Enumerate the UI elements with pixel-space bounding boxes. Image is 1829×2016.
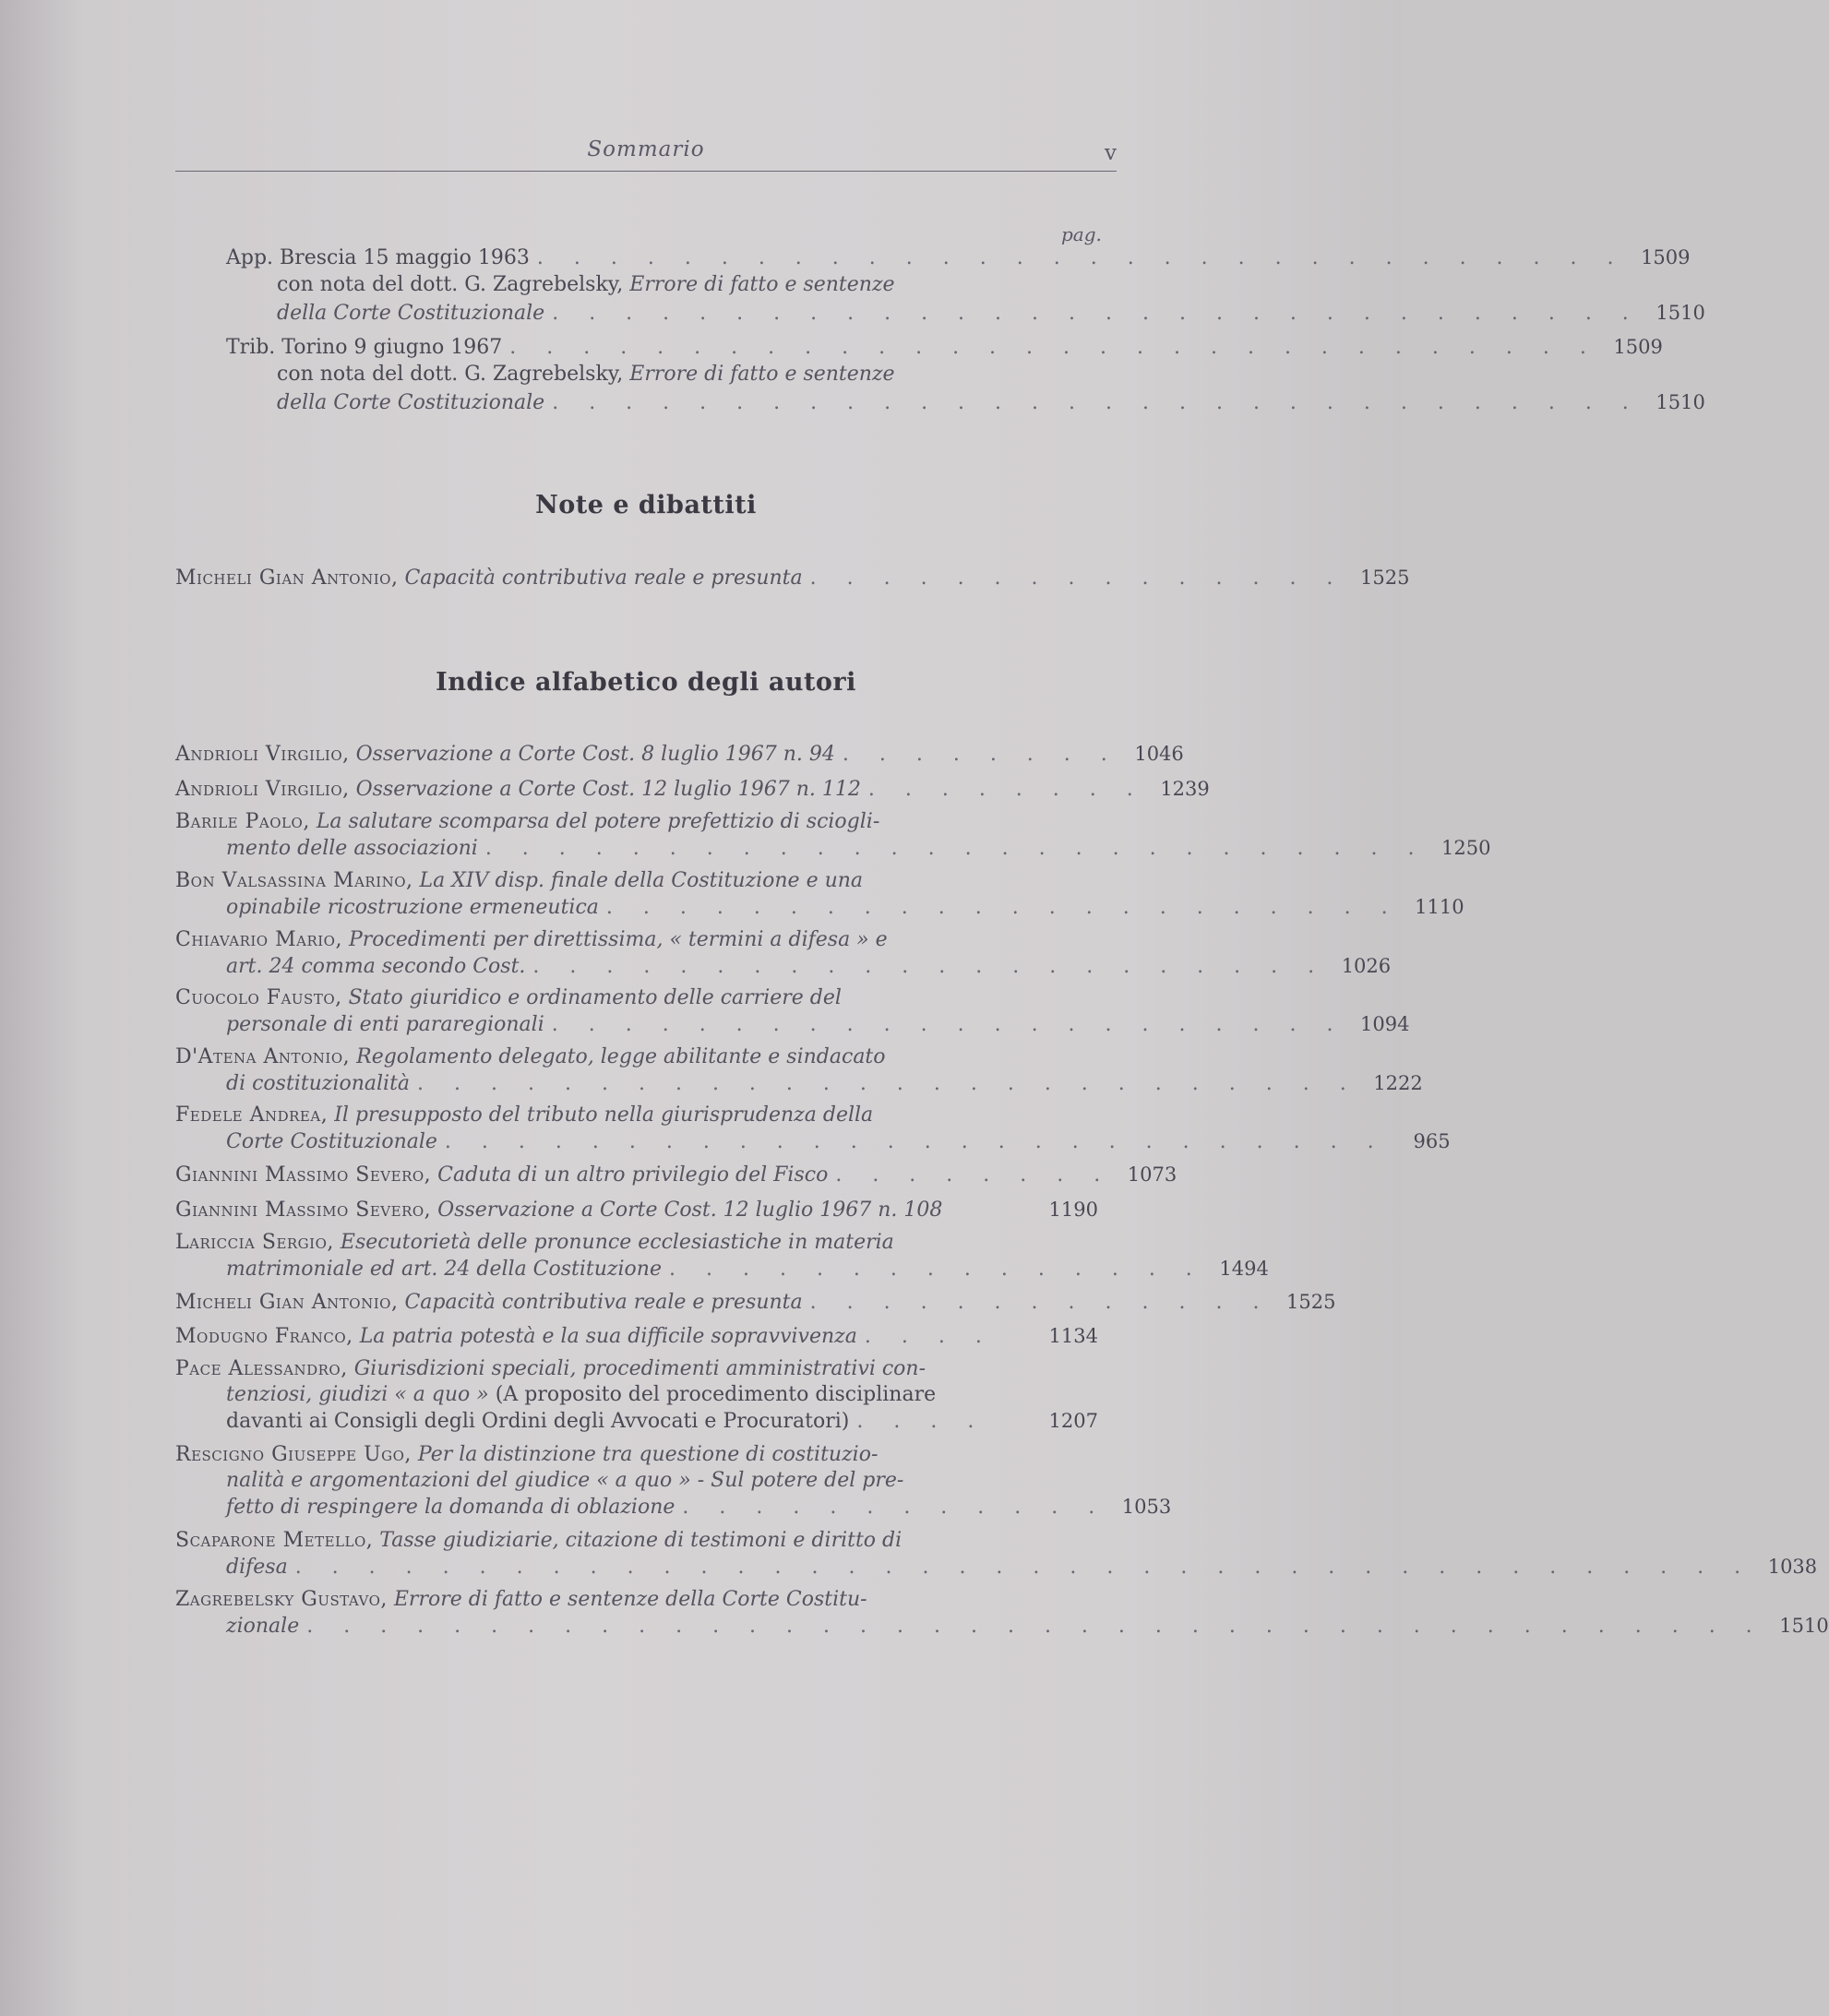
index-entry-cont [226,1468,903,1494]
note-page: 1525 [1359,567,1410,589]
index-page: 1110 [1415,896,1464,918]
index-title: fetto di respingere la domanda di oblazione [226,1496,675,1519]
index-page: 965 [1413,1130,1451,1152]
index-entry-cont: matrimoniale ed art. 24 della Costituzione . . . . . . . . . . . . . . . 1494 [226,1258,1269,1281]
case-note-title: della Corte Costituzionale [277,302,545,325]
case-court: Trib. Torino 9 giugno 1967 [226,336,503,359]
index-title: Il presupposto del tributo nella giurisprudenza della [334,1103,874,1127]
index-title: davanti ai Consigli degli Ordini degli Avvocati e Procuratori) [226,1410,850,1433]
index-title: Giurisdizioni speciali, procedimenti amministrativi con- [353,1357,926,1380]
index-entry-cont: di costituzionalità . . . . . . . . . . . . . . . . . . . . . . . . . . 1222 [226,1072,1423,1095]
index-page: 1525 [1286,1291,1336,1313]
index-author: Giannini Massimo Severo, [175,1163,432,1187]
running-header [175,134,1117,180]
case-note-page: 1510 [1656,302,1705,324]
note-entry: Micheli Gian Antonio, Capacità contributiva reale e presunta . . . . . . . . . . . . . . . 1525 [175,567,1410,590]
index-title: mento delle associazioni [226,837,478,860]
index-author: Andrioli Virgilio, [175,778,350,801]
index-author: Giannini Massimo Severo, [175,1199,432,1222]
case-note-line: della Corte Costituzionale . . . . . . . . . . . . . . . . . . . . . . . . . . . . . . 1510 [277,302,1705,325]
index-author: Barile Paolo, [175,810,310,833]
index-page: 1207 [1048,1410,1098,1432]
case-entry: Trib. Torino 9 giugno 1967 . . . . . . . . . . . . . . . . . . . . . . . . . . . . . . 1509 [226,336,1663,359]
index-author: Modugno Franco, [175,1325,353,1348]
index-title: Tasse giudiziarie, citazione di testimoni e diritto di [379,1529,903,1552]
index-title: Per la distinzione tra questione di costituzio- [417,1443,879,1466]
index-page: 1239 [1160,778,1210,800]
index-author: Bon Valsassina Marino, [175,869,413,892]
index-page: 1250 [1441,837,1491,859]
index-title: opinabile ricostruzione ermeneutica [226,896,599,919]
index-entry: Andrioli Virgilio, Osservazione a Corte Cost. 8 luglio 1967 n. 94 . . . . . . . . 1046 [175,743,1184,766]
index-entry-cont: difesa . . . . . . . . . . . . . . . . . . . . . . . . . . . . . . . . . . . . . . . . 1038 [226,1556,1818,1579]
index-title: Caduta di un altro privilegio del Fisco [437,1163,829,1187]
index-entry [175,1197,1098,1223]
case-court: App. Brescia 15 maggio 1963 [226,246,530,269]
index-entry [175,1103,873,1128]
index-title: art. 24 comma secondo Cost. [226,955,526,978]
index-entry-cont: zionale . . . . . . . . . . . . . . . . . . . . . . . . . . . . . . . . . . . . . . . . 1510 [226,1615,1829,1638]
index-author: Lariccia Sergio, [175,1231,334,1254]
index-author: Andrioli Virgilio, [175,743,350,766]
index-title: personale di enti pararegionali [226,1013,544,1036]
index-entry: Giannini Massimo Severo, Caduta di un altro privilegio del Fisco . . . . . . . . 1073 [175,1163,1177,1187]
index-entry [175,809,879,835]
index-entry [175,1230,894,1256]
index-entry-cont: personale di enti pararegionali . . . . . . . . . . . . . . . . . . . . . . 1094 [226,1013,1410,1036]
section-heading-notes: Note e dibattiti [535,491,757,519]
index-page: 1026 [1341,955,1392,977]
index-author: Cuocolo Fausto, [175,986,342,1009]
index-entry-cont: davanti ai Consigli degli Ordini degli Avvocati e Procuratori) . . . . 1207 [226,1410,1098,1433]
index-title: difesa [226,1556,288,1579]
index-entry [175,868,863,894]
index-entry [175,1044,886,1070]
index-entry-cont: art. 24 comma secondo Cost. . . . . . . . . . . . . . . . . . . . . . . 1026 [226,955,1392,978]
pag-label: pag. [1061,223,1102,245]
case-note-page: 1510 [1656,391,1705,413]
index-title: Osservazione a Corte Cost. 12 luglio 1967 n. 112 [355,778,861,801]
index-entry [175,1442,878,1468]
index-title: Osservazione a Corte Cost. 12 luglio 1967 n. 108 [437,1199,943,1222]
index-title: La XIV disp. finale della Costituzione e una [419,869,864,892]
index-entry-cont: mento delle associazioni . . . . . . . . . . . . . . . . . . . . . . . . . . 1250 [226,837,1491,860]
index-entry [175,1528,902,1554]
index-entry-cont: fetto di respingere la domanda di oblazione . . . . . . . . . . . . 1053 [226,1496,1172,1519]
index-page: 1222 [1373,1072,1423,1094]
case-note-title: della Corte Costituzionale [277,391,545,414]
case-page: 1509 [1613,336,1663,358]
index-title: tenziosi, giudizi « a quo » [226,1383,489,1406]
index-entry [175,1587,867,1613]
index-title: Errore di fatto e sentenze della Corte Costitu- [393,1588,867,1611]
index-entry-cont: opinabile ricostruzione ermeneutica . . . . . . . . . . . . . . . . . . . . . . 1110 [226,896,1464,919]
index-page: 1134 [1048,1325,1098,1347]
section-heading-index: Indice alfabetico degli autori [436,668,856,697]
index-title: (A proposito del procedimento disciplinare [495,1383,937,1406]
index-title: Corte Costituzionale [226,1130,437,1153]
index-entry: Andrioli Virgilio, Osservazione a Corte Cost. 12 luglio 1967 n. 112 . . . . . . . . 1239 [175,778,1210,801]
index-page: 1038 [1767,1556,1818,1578]
case-page: 1509 [1641,246,1691,268]
index-author: Rescigno Giuseppe Ugo, [175,1443,412,1466]
index-title: zionale [226,1615,300,1638]
index-title: Esecutorietà delle pronunce ecclesiastiche in materia [340,1231,894,1254]
index-entry-cont [226,1382,936,1408]
index-page: 1094 [1360,1013,1410,1035]
case-note-title: Errore di fatto e sentenze [629,273,895,296]
index-author: Fedele Andrea, [175,1103,329,1127]
index-title: Regolamento delegato, legge abilitante e sindacato [356,1045,886,1068]
index-page: 1510 [1779,1615,1829,1637]
case-note-title: Errore di fatto e sentenze [629,363,895,386]
index-title: La salutare scomparsa del potere prefettizio di sciogli- [316,810,880,833]
case-note-author: con nota del dott. G. Zagrebelsky, [277,363,624,386]
index-entry: Micheli Gian Antonio, Capacità contributiva reale e presunta . . . . . . . . . . . . . 1525 [175,1291,1336,1314]
index-page: 1494 [1219,1258,1269,1280]
index-author: Zagrebelsky Gustavo, [175,1588,388,1611]
header-title: Sommario [587,137,705,161]
index-title: Capacità contributiva reale e presunta [404,1291,803,1314]
index-entry [175,985,842,1011]
note-title: Capacità contributiva reale e presunta [404,567,803,590]
index-page: 1053 [1121,1496,1172,1518]
index-title: matrimoniale ed art. 24 della Costituzione [226,1258,662,1281]
index-title: di costituzionalità [226,1072,411,1095]
header-page-number: v [1105,141,1117,165]
index-author: Micheli Gian Antonio, [175,1291,399,1314]
case-note-line [277,272,1043,298]
case-entry: App. Brescia 15 maggio 1963 . . . . . . . . . . . . . . . . . . . . . . . . . . . . . . 1509 [226,246,1691,269]
index-entry: Modugno Franco, La patria potestà e la sua difficile sopravvivenza . . . . 1134 [175,1325,1098,1348]
index-entry-cont: Corte Costituzionale . . . . . . . . . . . . . . . . . . . . . . . . . . 965 [226,1130,1451,1153]
index-author: Pace Alessandro, [175,1357,348,1380]
index-title: La patria potestà e la sua difficile sopravvivenza [359,1325,857,1348]
case-note-line [277,362,1043,388]
index-page: 1190 [1048,1199,1098,1221]
case-note-author: con nota del dott. G. Zagrebelsky, [277,273,624,296]
index-title: Stato giuridico e ordinamento delle carriere del [348,986,842,1009]
index-page: 1073 [1127,1163,1177,1186]
index-title: nalità e argomentazioni del giudice « a quo » - Sul potere del pre- [226,1469,904,1492]
index-title: Procedimenti per direttissima, « termini a difesa » e [348,928,888,951]
index-author: D'Atena Antonio, [175,1045,351,1068]
index-page: 1046 [1134,743,1184,765]
index-author: Scaparone Metello, [175,1529,374,1552]
index-title: Osservazione a Corte Cost. 8 luglio 1967 n. 94 [355,743,835,766]
header-rule [175,171,1117,172]
case-note-line: della Corte Costituzionale . . . . . . . . . . . . . . . . . . . . . . . . . . . . . . 1510 [277,391,1705,414]
index-author: Chiavario Mario, [175,928,342,951]
index-entry [175,1356,926,1382]
index-entry [175,927,888,953]
note-author: Micheli Gian Antonio, [175,567,399,590]
